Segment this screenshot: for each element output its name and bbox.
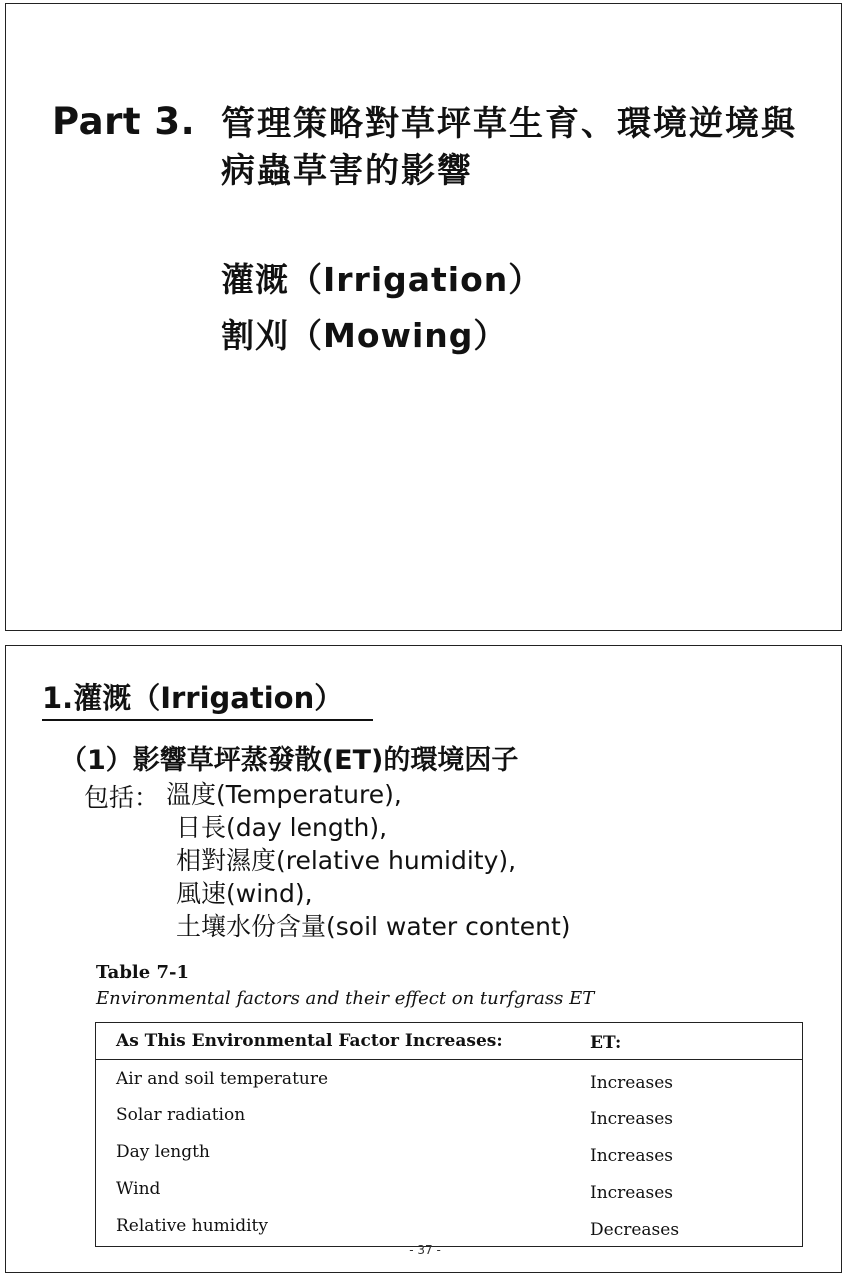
table-cell-effect: Increases [590, 1073, 674, 1093]
factor-item: 日長(day length), [176, 813, 388, 842]
part-title: 管理策略對草坪草生育、環境逆境與病蟲草害的影響 [221, 104, 797, 191]
table-row [96, 1099, 802, 1133]
table-cell-effect: Increases [590, 1183, 674, 1203]
table-row [96, 1136, 802, 1170]
table-cell-factor: Day length [116, 1142, 210, 1162]
factor-item: 溫度(Temperature), [166, 780, 402, 809]
table-cell-effect: Increases [590, 1146, 674, 1166]
table-row [96, 1063, 802, 1097]
slide-irrigation [5, 645, 842, 1273]
page-number: - 37 - [409, 1243, 441, 1257]
table-header-et: ET: [590, 1033, 622, 1053]
slide-part-3 [5, 3, 842, 631]
table-row [96, 1210, 802, 1244]
section-heading: 1.灌溉（Irrigation） [42, 676, 373, 721]
table-cell-factor: Solar radiation [116, 1105, 246, 1125]
table-cell-factor: Wind [116, 1179, 161, 1199]
et-factors-table [95, 1022, 803, 1247]
sub-heading: （1）影響草坪蒸發散(ET)的環境因子 [60, 745, 519, 776]
topic-irrigation: 灌溉（Irrigation） [221, 260, 543, 299]
table-cell-effect: Decreases [590, 1220, 680, 1240]
factor-item: 相對濕度(relative humidity), [176, 846, 517, 875]
table-header-row [96, 1023, 802, 1060]
topic-mowing: 割刈（Mowing） [221, 316, 508, 355]
table-cell-effect: Increases [590, 1109, 674, 1129]
table-caption: Environmental factors and their effect on turfgrass ET [96, 988, 595, 1009]
factor-item: 土壤水份含量(soil water content) [176, 912, 571, 941]
table-header-factor: As This Environmental Factor Increases: [116, 1031, 503, 1051]
factor-item: 風速(wind), [176, 879, 313, 908]
part-label: Part 3. [52, 100, 196, 143]
table-cell-factor: Air and soil temperature [116, 1069, 329, 1089]
table-cell-factor: Relative humidity [116, 1216, 268, 1236]
table-row [96, 1173, 802, 1207]
factors-prefix: 包括： [84, 783, 160, 812]
table-label: Table 7-1 [96, 962, 189, 983]
